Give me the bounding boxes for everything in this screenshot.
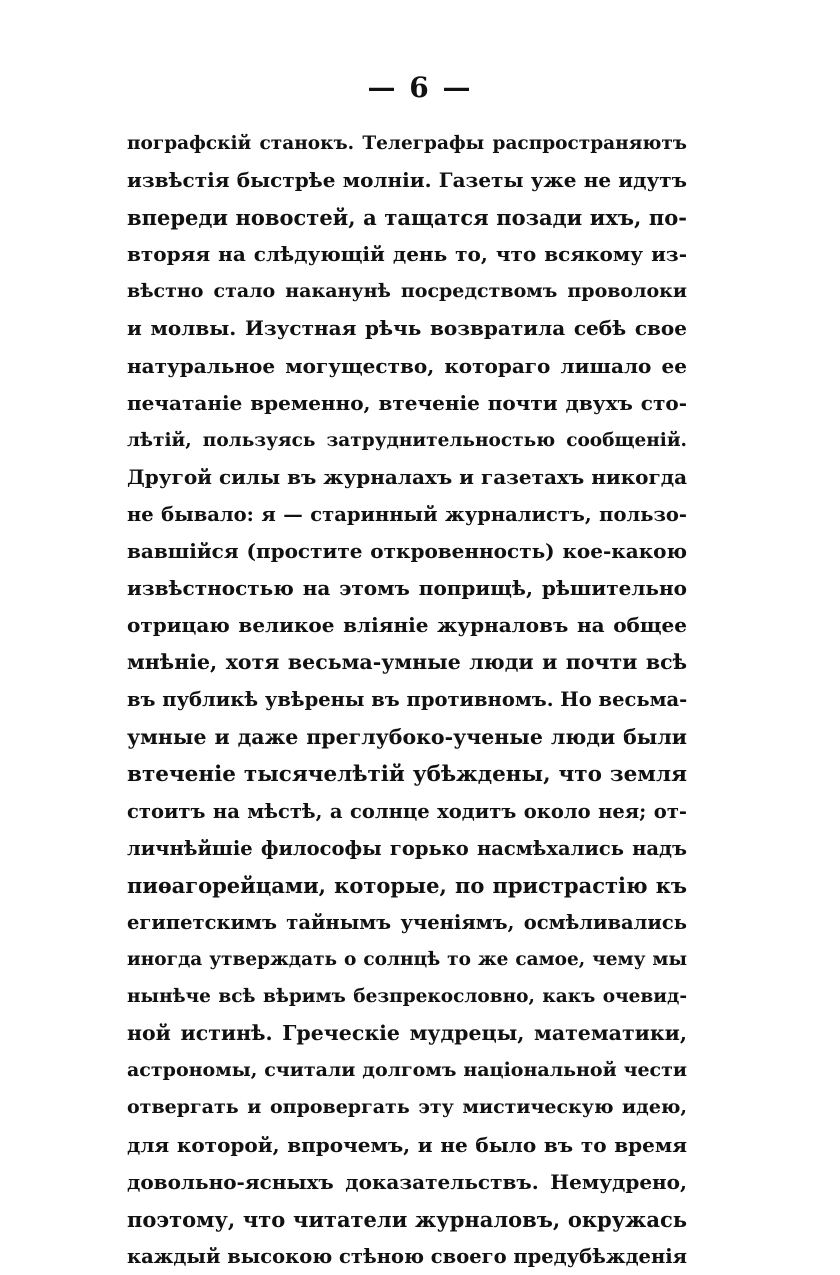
text-line: извѣстностью на этомъ поприщѣ, рѣшительно (127, 576, 687, 601)
text-line: мнѣніе, хотя весьма-умные люди и почти всѣ (127, 650, 687, 675)
text-line: въ публикѣ увѣрены въ противномъ. Но весьма- (127, 688, 687, 712)
text-line: довольно-ясныхъ доказательствъ. Немудрено, (127, 1169, 687, 1194)
text-line: нынѣче всѣ вѣримъ безпрекословно, какъ очевид- (127, 986, 687, 1008)
body-text (127, 125, 687, 1275)
page-number: — 6 — (367, 71, 473, 104)
text-line: пографскій станокъ. Телеграфы распространяютъ (127, 133, 687, 154)
text-line: пиѳагорейцами, которые, по пристрастію къ (127, 872, 687, 898)
text-line: ной истинѣ. Греческіе мудрецы, математики, (127, 1021, 687, 1046)
text-line: египетскимъ тайнымъ ученіямъ, осмѣливались (127, 910, 687, 934)
text-line: Другой силы въ журналахъ и газетахъ никогда (127, 464, 687, 489)
text-line: вавшійся (простите откровенность) кое-какою (127, 539, 687, 564)
text-line: не бывало: я — старинный журналистъ, пользо- (127, 502, 687, 526)
text-line: астрономы, считали долгомъ національной чести (127, 1059, 687, 1082)
text-line: и молвы. Изустная рѣчь возвратила себѣ свое (127, 316, 687, 341)
text-line: натуральное могущество, котораго лишало ее (127, 353, 687, 378)
text-line: поэтому, что читатели журналовъ, окружась (127, 1206, 687, 1232)
text-line: стоитъ на мѣстѣ, а солнце ходитъ около нея; от- (127, 799, 687, 823)
text-line: печатаніе временно, втеченіе почти двухъ сто- (127, 390, 687, 415)
text-line: умные и даже преглубоко-ученые люди были (127, 724, 687, 749)
text-line: извѣстія быстрѣе молніи. Газеты уже не идутъ (127, 168, 687, 193)
text-line: иногда утверждать о солнцѣ то же самое, чему мы (127, 949, 687, 971)
text-line: каждый высокою стѣною своего предубѣжденія (127, 1244, 687, 1268)
text-line: отвергать и опровергать эту мистическую идею, (127, 1096, 687, 1119)
text-line: впереди новостей, а тащатся позади ихъ, по- (127, 205, 687, 231)
text-line: втеченіе тысячелѣтій убѣждены, что земля (127, 761, 687, 787)
text-line: личнѣйшіе философы горько насмѣхались надъ (127, 836, 687, 860)
text-line: вѣстно стало наканунѣ посредствомъ проволоки (127, 280, 687, 303)
text-line: для которой, впрочемъ, и не было въ то время (127, 1132, 687, 1157)
text-line: вторяя на слѣдующій день то, что всякому из- (127, 242, 687, 267)
text-line: лѣтій, пользуясь затруднительностью сообщеній. (127, 429, 687, 451)
text-line: отрицаю великое вліяніе журналовъ на общее (127, 613, 687, 638)
